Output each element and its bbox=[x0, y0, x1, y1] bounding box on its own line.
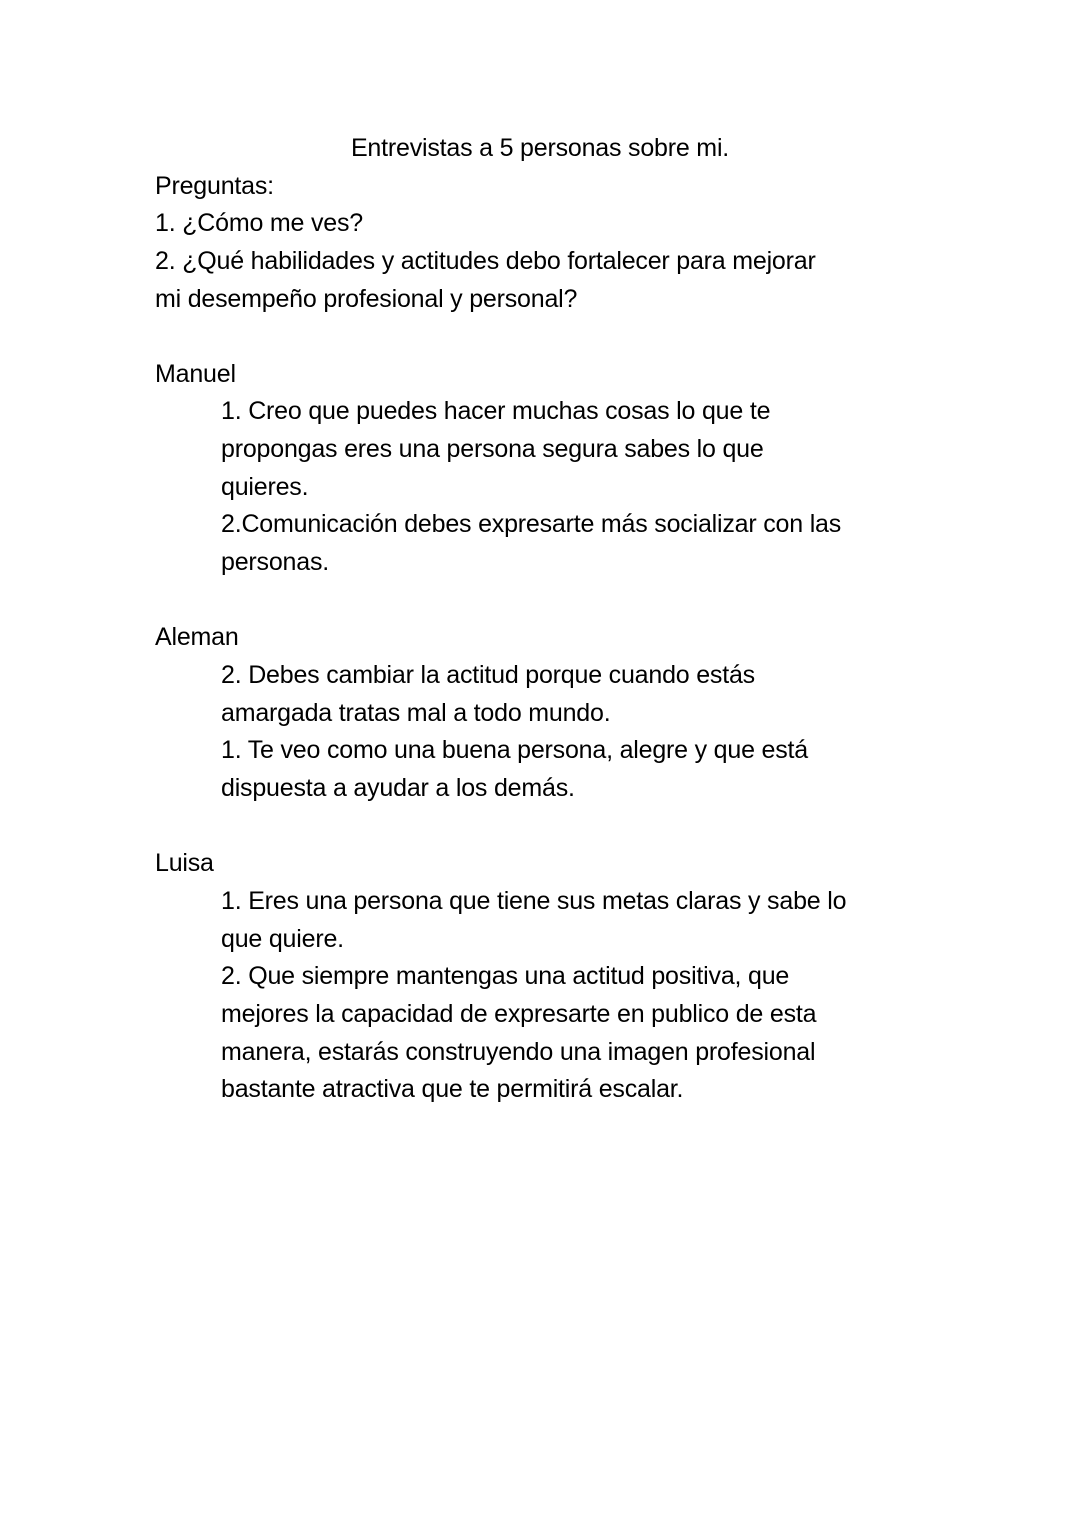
interviewee-name-aleman: Aleman bbox=[155, 623, 239, 651]
answer-line: quieres. bbox=[221, 473, 309, 501]
answer-line: manera, estarás construyendo una imagen profesional bbox=[221, 1038, 816, 1066]
answer-line: mejores la capacidad de expresarte en publico de esta bbox=[221, 1000, 817, 1028]
answer-line: 1. Creo que puedes hacer muchas cosas lo que te bbox=[221, 397, 771, 425]
answer-line: 2. Que siempre mantengas una actitud positiva, que bbox=[221, 962, 790, 990]
document-title: Entrevistas a 5 personas sobre mi. bbox=[350, 134, 730, 162]
answer-line: que quiere. bbox=[221, 925, 344, 953]
answer-line: 2. Debes cambiar la actitud porque cuando estás bbox=[221, 661, 755, 689]
answer-line: propongas eres una persona segura sabes lo que bbox=[221, 435, 764, 463]
answer-line: bastante atractiva que te permitirá escalar. bbox=[221, 1075, 684, 1103]
answer-line: 2.Comunicación debes expresarte más socializar con las bbox=[221, 510, 842, 538]
interviewee-name-luisa: Luisa bbox=[155, 849, 214, 877]
answer-line: personas. bbox=[221, 548, 329, 576]
answer-line: 1. Te veo como una buena persona, alegre y que está bbox=[221, 736, 808, 764]
questions-heading: Preguntas: bbox=[155, 172, 274, 200]
question-2-line-1: 2. ¿Qué habilidades y actitudes debo fortalecer para mejorar bbox=[155, 247, 816, 275]
question-2-line-2: mi desempeño profesional y personal? bbox=[155, 285, 578, 313]
interviewee-name-manuel: Manuel bbox=[155, 360, 236, 388]
question-1: 1. ¿Cómo me ves? bbox=[155, 209, 363, 237]
answer-line: dispuesta a ayudar a los demás. bbox=[221, 774, 575, 802]
answer-line: 1. Eres una persona que tiene sus metas claras y sabe lo bbox=[221, 887, 847, 915]
answer-line: amargada tratas mal a todo mundo. bbox=[221, 699, 611, 727]
